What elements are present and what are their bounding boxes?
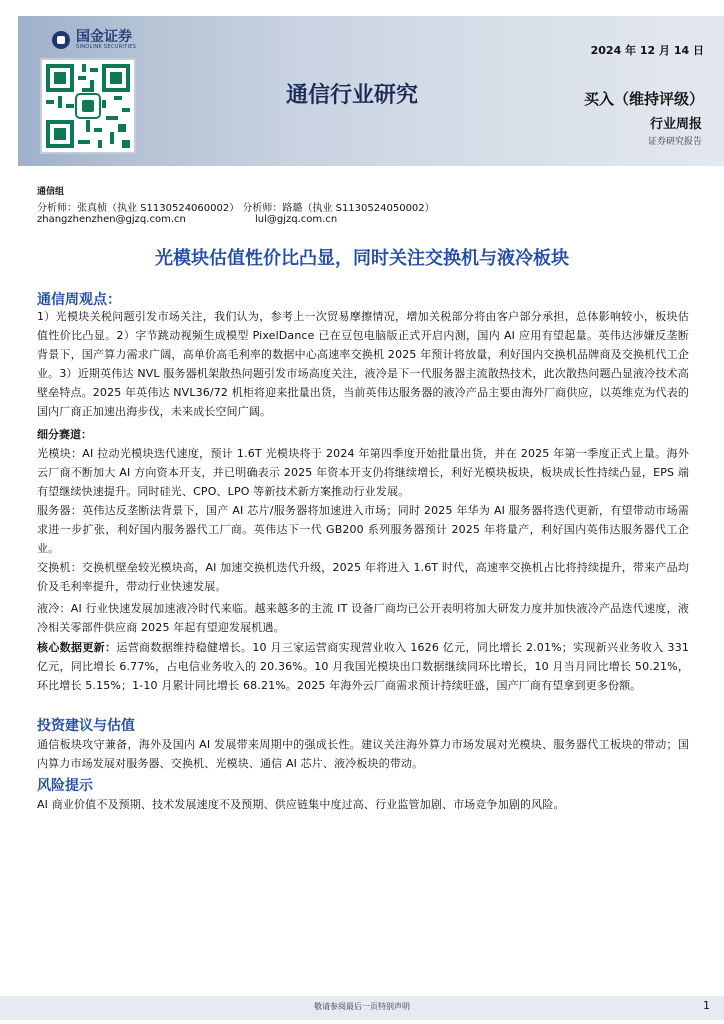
sector-label: 通信组 — [37, 187, 65, 197]
views-heading: 通信周观点： — [37, 292, 121, 308]
report-date: 2024 年 12 月 14 日 — [590, 44, 704, 57]
views-paragraph: 1）光模块关税问题引发市场关注，我们认为，参考上一次贸易摩擦情况，增加关税部分将由客户部分承担，总体影响较小，板块估值性价比凸显。2）字节跳动视频生成模型 PixelDance 已在豆包电脑版正式开启内测，国内 AI 应用有望起量。英伟达涉嫌反垄断背景下，国产算力需求广阔，高单价高毛利率的数据中心高速率交换机 2025 年预计将放量，利好国内交换机品牌商及交换机代工企业。3）近期英伟达 NVL 服务器机架散热问题引发市场高度关注，液冷是下一代服务器主流散热技术，此次散热问题凸显液冷技术高壁垒特点。2025 年英伟达 NVL36/72 机柜将迎来批量出货，当前英伟达服务器的液冷产品主要由海外厂商供应，以英维克为代表的国内厂商正加速出海步伐，未来成长空间广阔。 — [37, 310, 689, 418]
core-data-paragraph — [37, 638, 689, 695]
core-data-text: 运营商数据维持稳健增长。10 月三家运营商实现营业收入 1626 亿元，同比增长 2.01%；实现新兴业务收入 331 亿元，同比增长 6.77%，占电信业务收入的 20.36%。10 月我国光模块出口数据继续同环比增长，10 月当月同比增长 50.21%，环比增长 5.15%；1-10 月累计同比增长 68.21%。2025 年海外云厂商需求预计持续旺盛，国产厂商有望拿到更多份额。 — [37, 641, 689, 692]
liquid-paragraph: 液冷：AI 行业快速发展加速液冷时代来临。越来越多的主流 IT 设备厂商均已公开表明将加大研发力度并加快液冷产品迭代速度，液冷相关零部件供应商 2025 年起有望迎发展机遇。 — [37, 602, 689, 634]
optical-paragraph: 光模块：AI 拉动光模块迭代速度，预计 1.6T 光模块将于 2024 年第四季度开始批量出货，并在 2025 年第一季度正式上量。海外云厂商不断加大 AI 方向资本开支，并已明确表示 2025 年资本开支仍将继续增长，利好光模块板块，板块成长性持续凸显，EPS 端有望继续快速提升。同时硅光、CPO、LPO 等新技术新方案推动行业发展。 — [37, 447, 689, 498]
sub-heading: 细分赛道： — [37, 428, 92, 441]
header-title: 通信行业研究 — [286, 83, 419, 108]
risk-paragraph: AI 商业价值不及预期、技术发展速度不及预期、供应链集中度过高、行业监管加剧、市场竞争加剧的风险。 — [37, 798, 565, 811]
risk-heading: 风险提示 — [37, 778, 93, 794]
footer-disclaimer: 敬请参阅最后一页特别声明 — [314, 1002, 410, 1011]
switch-paragraph: 交换机：交换机壁垒较光模块高，AI 加速交换机迭代升级，2025 年将进入 1.6T 时代，高速率交换机占比将持续提升，带来产品均价及毛利率提升，带动行业快速发展。 — [37, 561, 689, 593]
report-subtype: 证券研究报告 — [647, 137, 702, 147]
server-paragraph: 服务器：英伟达反垄断法背景下，国产 AI 芯片/服务器将加速进入市场；同时 2025 年华为 AI 服务器将迭代更新，有望带动市场需求进一步扩张，利好国内服务器代工厂商。英伟达下一代 GB200 系列服务器预计 2025 年将量产，利好国内英伟达服务器代工企业。 — [37, 504, 689, 555]
logo-text-cn: 国金证券 — [76, 29, 132, 45]
logo-text-en: SINOLINK SECURITIES — [76, 44, 137, 50]
analyst-email-2[interactable]: lul@gjzq.com.cn — [255, 214, 338, 225]
core-data-label: 核心数据更新： — [37, 641, 117, 654]
analyst-line: 分析师：张真桢（执业 S1130524060002） 分析师：路璐（执业 S1130524050002） — [37, 203, 435, 214]
report-type: 行业周报 — [649, 117, 702, 132]
analyst-email-1[interactable]: zhangzhenzhen@gjzq.com.cn — [37, 214, 186, 225]
invest-paragraph: 通信板块攻守兼备，海外及国内 AI 发展带来周期中的强成长性。建议关注海外算力市场发展对光模块、服务器代工板块的带动；国内算力市场发展对服务器、交换机、光模块、通信 AI 芯片、液冷板块的带动。 — [37, 738, 689, 770]
invest-heading: 投资建议与估值 — [37, 718, 135, 734]
email-line — [37, 214, 338, 225]
logo-icon — [52, 31, 70, 49]
rating-label: 买入（维持评级） — [583, 90, 704, 108]
page-number: 1 — [703, 999, 710, 1012]
qr-code-icon — [40, 58, 136, 154]
company-logo — [52, 30, 136, 50]
main-title: 光模块估值性价比凸显，同时关注交换机与液冷板块 — [155, 248, 569, 269]
